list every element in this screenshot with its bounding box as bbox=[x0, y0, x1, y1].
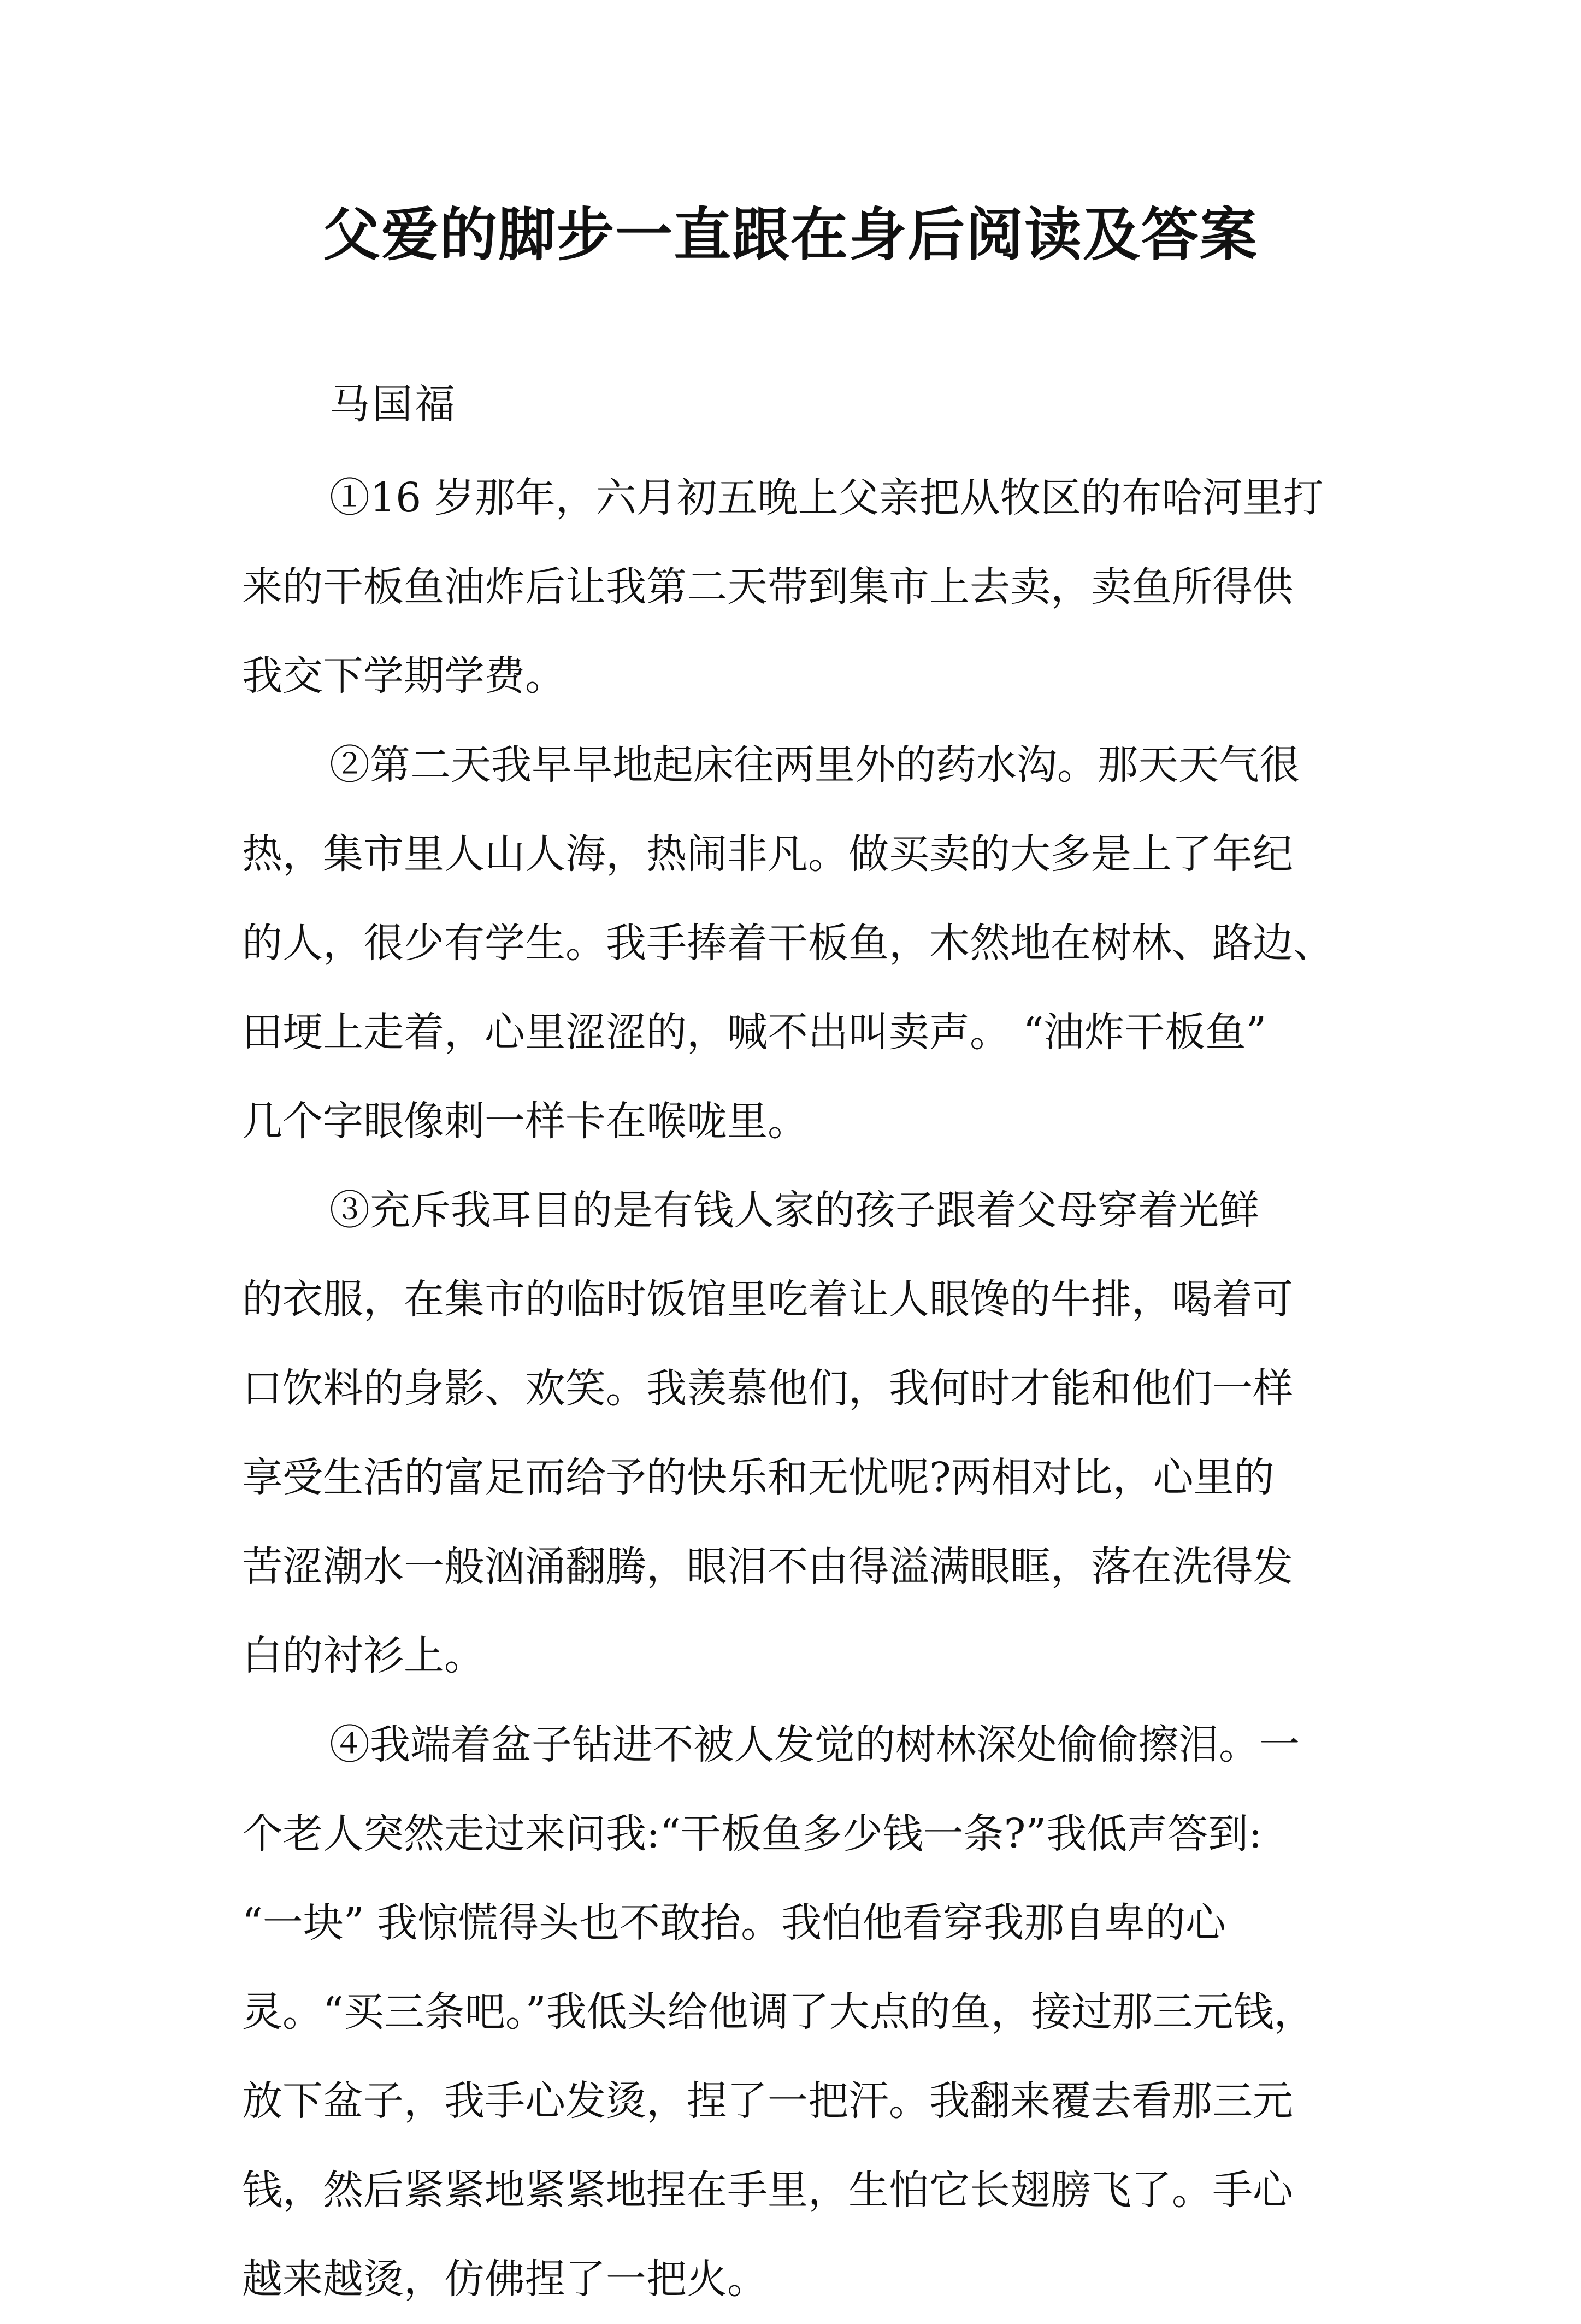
text-line: 放下盆子，我手心发烫，捏了一把汗。我翻来覆去看那三元 bbox=[242, 2078, 1293, 2125]
paragraph-2 bbox=[242, 721, 1351, 1166]
text-line: 的衣服，在集市的临时饭馆里吃着让人眼馋的牛排，喝着可 bbox=[242, 1276, 1293, 1323]
text-line: 田埂上走着，心里涩涩的，喊不出叫卖声。 “油炸干板鱼” bbox=[242, 1009, 1267, 1056]
text-line: 我交下学期学费。 bbox=[242, 652, 565, 699]
text-line: ④我端着盆子钻进不被人发觉的树林深处偷偷擦泪。一 bbox=[329, 1721, 1300, 1768]
text-line: 个老人突然走过来问我:“干板鱼多少钱一条?”我低声答到: bbox=[242, 1810, 1263, 1857]
text-line: 几个字眼像刺一样卡在喉咙里。 bbox=[242, 1098, 808, 1145]
text-line: 钱，然后紧紧地紧紧地捏在手里，生怕它长翅膀飞了。手心 bbox=[242, 2167, 1293, 2214]
article-body bbox=[242, 454, 1351, 2324]
paragraph-1 bbox=[242, 454, 1351, 721]
text-line: 来的干板鱼油炸后让我第二天带到集市上去卖，卖鱼所得供 bbox=[242, 563, 1293, 610]
text-line: “一块” 我惊慌得头也不敢抬。我怕他看穿我那自卑的心 bbox=[242, 1899, 1226, 1946]
text-line: 越来越烫，仿佛捏了一把火。 bbox=[242, 2256, 768, 2303]
text-line: 的人，很少有学生。我手捧着干板鱼，木然地在树林、路边、 bbox=[242, 920, 1334, 967]
text-line: 热，集市里人山人海，热闹非凡。做买卖的大多是上了年纪 bbox=[242, 831, 1293, 878]
text-line: 白的衬衫上。 bbox=[242, 1632, 485, 1679]
text-line: 灵。“买三条吧。”我低头给他调了大点的鱼，接过那三元钱， bbox=[242, 1988, 1314, 2035]
author-name: 马国福 bbox=[329, 381, 457, 428]
text-line: ①16 岁那年，六月初五晚上父亲把从牧区的布哈河里打 bbox=[329, 474, 1324, 521]
paragraph-4 bbox=[242, 1701, 1351, 2324]
text-line: ②第二天我早早地起床往两里外的药水沟。那天天气很 bbox=[329, 742, 1300, 789]
text-line: 口饮料的身影、欢笑。我羡慕他们，我何时才能和他们一样 bbox=[242, 1365, 1293, 1412]
document-title: 父爱的脚步一直跟在身后阅读及答案 bbox=[322, 202, 1258, 268]
paragraph-3 bbox=[242, 1166, 1351, 1701]
text-line: 苦涩潮水一般汹涌翻腾，眼泪不由得溢满眼眶，落在洗得发 bbox=[242, 1543, 1293, 1590]
text-line: 享受生活的富足而给予的快乐和无忧呢?两相对比，心里的 bbox=[242, 1454, 1275, 1501]
text-line: ③充斥我耳目的是有钱人家的孩子跟着父母穿着光鲜 bbox=[329, 1187, 1259, 1234]
